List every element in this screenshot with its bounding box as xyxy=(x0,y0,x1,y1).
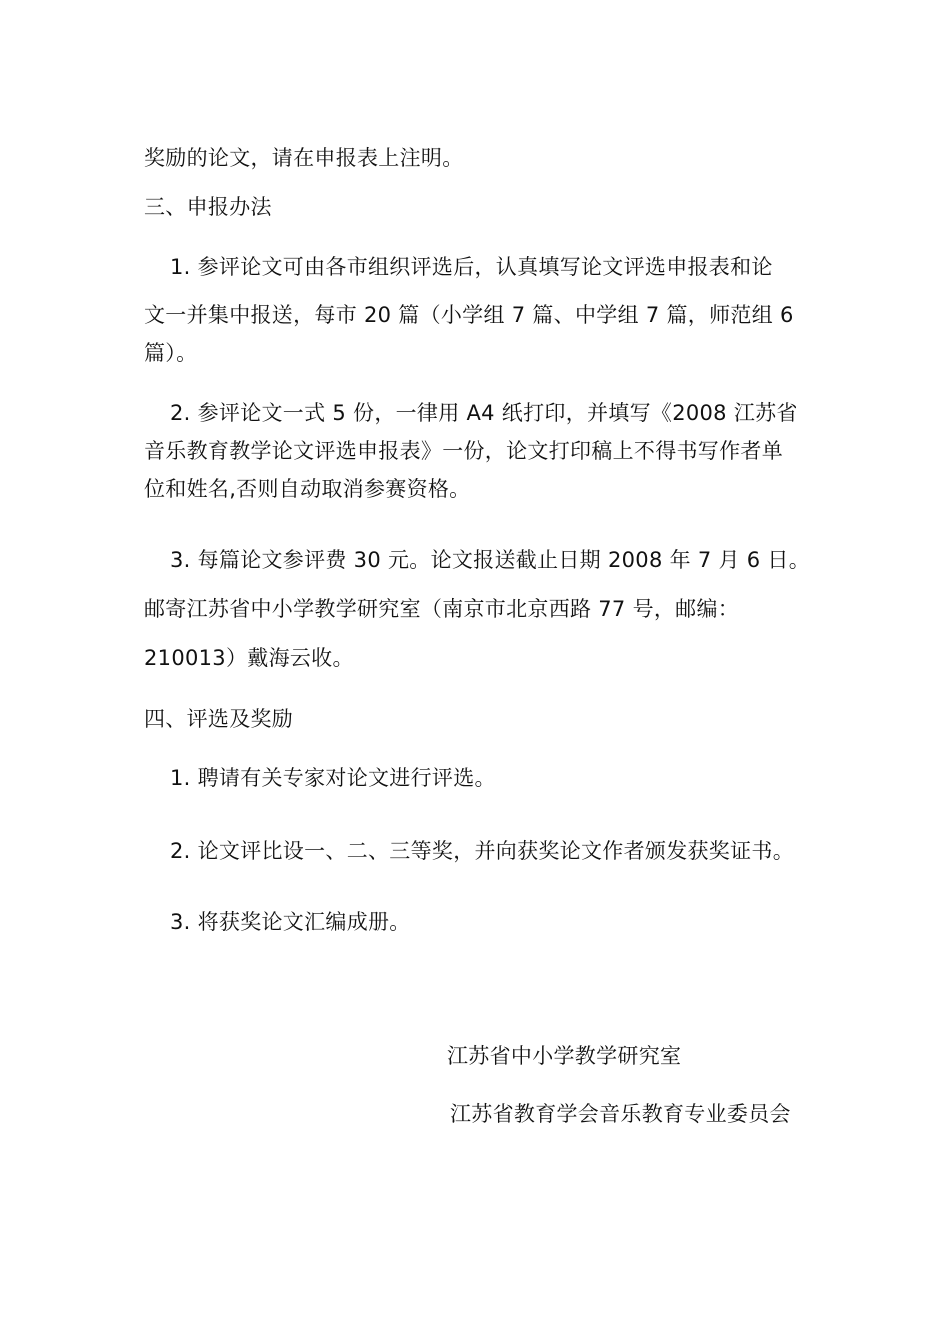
section3-heading: 三、申报办法 xyxy=(144,195,272,219)
section3-item3-line2: 邮寄江苏省中小学教学研究室（南京市北京西路 77 号，邮编： xyxy=(144,597,740,621)
section4-item1: 1. 聘请有关专家对论文进行评选。 xyxy=(170,766,496,790)
section3-item1-line2: 文一并集中报送，每市 20 篇（小学组 7 篇、中学组 7 篇，师范组 6 xyxy=(144,303,794,327)
section3-item2-line3: 位和姓名,否则自动取消参赛资格。 xyxy=(144,477,471,501)
section3-item3-line1: 3. 每篇论文参评费 30 元。论文报送截止日期 2008 年 7 月 6 日。 xyxy=(170,548,810,572)
section3-item2-line2: 音乐教育教学论文评选申报表》一份，论文打印稿上不得书写作者单 xyxy=(144,439,783,463)
signature-org2: 江苏省教育学会音乐教育专业委员会 xyxy=(450,1102,791,1126)
section4-item2: 2. 论文评比设一、二、三等奖，并向获奖论文作者颁发获奖证书。 xyxy=(170,839,795,863)
intro-tail-text: 奖励的论文，请在申报表上注明。 xyxy=(144,146,464,170)
section4-item3: 3. 将获奖论文汇编成册。 xyxy=(170,910,411,934)
section4-heading: 四、评选及奖励 xyxy=(144,707,294,731)
signature-org1: 江苏省中小学教学研究室 xyxy=(447,1044,682,1068)
section3-item1-line3: 篇）。 xyxy=(144,341,198,365)
section3-item1-line1: 1. 参评论文可由各市组织评选后，认真填写论文评选申报表和论 xyxy=(170,255,773,279)
section3-item2-line1: 2. 参评论文一式 5 份，一律用 A4 纸打印，并填写《2008 江苏省 xyxy=(170,401,798,425)
section3-item3-line3: 210013）戴海云收。 xyxy=(144,646,354,670)
